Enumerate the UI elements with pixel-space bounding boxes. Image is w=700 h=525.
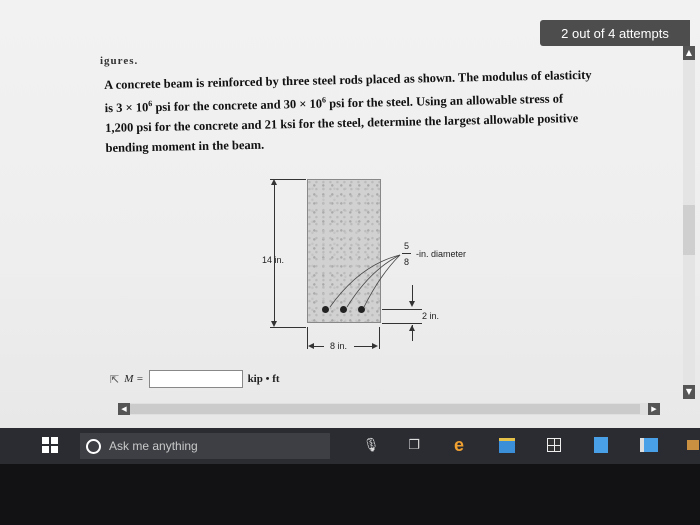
problem-text: psi for the concrete and 30 × 10 — [152, 96, 323, 115]
answer-label: M = — [124, 373, 144, 385]
arrow-left-icon — [308, 343, 314, 349]
microphone-icon[interactable]: 🎙 — [362, 437, 380, 453]
beam-figure — [250, 175, 510, 360]
leader-lines — [250, 175, 510, 360]
cover-label: 2 in. — [422, 311, 440, 321]
vertical-scroll-thumb[interactable] — [683, 205, 695, 255]
moment-input[interactable] — [149, 370, 243, 388]
width-label: 8 in. — [330, 341, 348, 351]
system-tray-icon[interactable] — [684, 436, 700, 454]
search-placeholder: Ask me anything — [109, 439, 198, 453]
problem-statement — [104, 63, 681, 158]
store-icon[interactable] — [545, 436, 563, 454]
problem-text: is 3 × 10 — [104, 100, 149, 116]
problem-line-1: A concrete beam is reinforced by three steel rods placed as shown. The modulus of elasticity — [104, 67, 592, 92]
monitor-bezel — [0, 464, 700, 525]
rod-size-denominator: 8 — [404, 257, 410, 267]
problem-line-3: 1,200 psi for the concrete and 21 ksi for the steel, determine the largest allowable positive — [104, 111, 579, 136]
app-icon[interactable] — [592, 436, 610, 454]
arrow-down-icon — [409, 301, 415, 307]
arrow-up-icon — [409, 325, 415, 331]
units-label: kip • ft — [247, 373, 280, 385]
horizontal-scroll-thumb[interactable] — [130, 404, 640, 414]
scroll-left-button[interactable]: ◀ — [118, 403, 130, 415]
mouse-pointer-icon: ⇱ — [110, 372, 120, 386]
scroll-up-button[interactable]: ▲ — [683, 46, 695, 60]
exponent: 6 — [321, 95, 327, 105]
problem-line-4: bending moment in the beam. — [105, 137, 265, 156]
rod-size-numerator: 5 — [404, 241, 410, 251]
app2-icon[interactable] — [640, 436, 658, 454]
task-view-icon[interactable]: ❐ — [408, 437, 420, 453]
extension-line — [382, 309, 422, 310]
height-label: 14 in. — [262, 255, 285, 265]
edge-icon[interactable]: e — [453, 434, 464, 455]
cropped-heading: igures. — [100, 55, 139, 67]
arrow-right-icon — [372, 343, 378, 349]
extension-line — [379, 327, 380, 349]
windows-start-icon[interactable] — [42, 437, 58, 453]
attempts-badge: 2 out of 4 attempts — [540, 20, 690, 46]
rod-size-text: -in. diameter — [416, 249, 467, 259]
extension-line — [382, 323, 422, 324]
taskbar-search[interactable] — [80, 433, 330, 459]
scroll-right-button[interactable]: ▶ — [648, 403, 660, 415]
cortana-icon — [86, 439, 101, 454]
exponent: 6 — [148, 98, 153, 109]
answer-row — [110, 370, 280, 388]
fraction-bar — [402, 253, 411, 254]
scroll-down-button[interactable]: ▼ — [683, 385, 695, 399]
file-explorer-icon[interactable] — [498, 436, 516, 454]
problem-text: psi for the steel. Using an allowable stress of — [325, 91, 564, 111]
